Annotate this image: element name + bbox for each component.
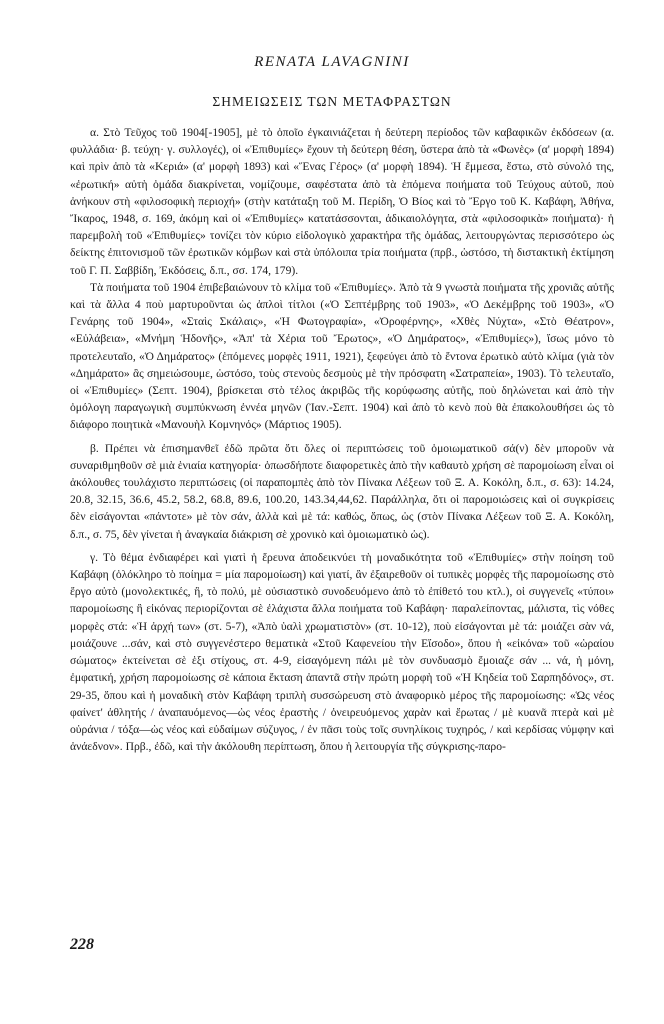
- section-title: ΣΗΜΕΙΩΣΕΙΣ ΤΩΝ ΜΕΤΑΦΡΑΣΤΩΝ: [212, 94, 452, 109]
- running-head: RENATA LAVAGNINI: [254, 54, 410, 70]
- paragraph-alpha: α. Στὸ Τεῦχος τοῦ 1904[-1905], μὲ τὸ ὁποῖο ἐγκαινιάζεται ἡ δεύτερη περίοδος τῶν καβαφικῶν ἐκδόσεων (α. φυλλάδια· β. τεύχη· γ. συλλογές), οἱ «Ἐπιθυμίες» ἔχουν τὴ δεύτερη θέση, ὕστερα ἀπὸ τὰ «Φωνὲς» (α' μορφὴ 1894) καὶ πρὶν ἀπὸ τὰ «Κεριά» (α' μορφὴ 1893) καὶ «Ἕνας Γέρος» (α' μορφὴ 1894). Ἡ ἔμμεσα, ἔστω, στὸ σύνολό της, «ἐρωτική» αὐτὴ ὁμάδα διακρίνεται, νομίζουμε, σαφέστατα ἀπὸ τὰ ἑπόμενα ποιήματα τοῦ Τεύχους αὐτοῦ, ποὺ ἀνήκουν στὴ «φιλοσοφικὴ περιοχή» (στὴν κατάταξη τοῦ Μ. Περίδη, Ὁ Βίος καὶ τὸ Ἔργο τοῦ Κ. Καβάφη, Ἀθήνα, Ἴκαρος, 1948, σ. 169, ἀκόμη καὶ οἱ «Ἐπιθυμίες» κατατάσσονται, ἀδικαιολόγητα, στὰ «φιλοσοφικὰ» ποιήματα)· ἡ παρεμβολὴ τοῦ «Ἐπιθυμίες» τονίζει τὸν κύριο εἰδολογικὸ χαρακτήρα τῆς ὁμάδας, λειτουργώντας περισσότερο ὡς δείκτης ἐπιτονισμοῦ τῶν ἐρωτικῶν κόμβων καὶ στὰ ὑπόλοιπα τρία ποιήματα (πρβ., ὡστόσο, τὴ διστακτικὴ ἐκτίμηση τοῦ Γ. Π. Σαββίδη, Ἐκδόσεις, δ.π., σσ. 174, 179).: [70, 126, 614, 277]
- paragraph-beta: β. Πρέπει νὰ ἐπισημανθεῖ ἐδῶ πρῶτα ὅτι ὅλες οἱ περιπτώσεις τοῦ ὁμοιωματικοῦ σά(ν) δὲν μποροῦν νὰ συναριθμηθοῦν σὲ μιὰ ἑνιαία κατηγορία· ὁπωσδήποτε διαφορετικὲς ἀπὸ τὴν καθαυτὸ χρήση σὲ παρομοίωση εἶναι οἱ ἀκόλουθες τουλάχιστο περιπτώσεις (οἱ παραπομπὲς ἀπὸ τὸν Πίνακα Λέξεων τοῦ Ξ. Α. Κοκόλη, δ.π., σ. 63): 14.24, 20.8, 32.15, 36.6, 45.2, 58.2, 68.8, 89.6, 100.20, 143.34,44,62. Παράλληλα, ὅτι οἱ παρομοιώσεις καὶ οἱ συγκρίσεις δὲν εἰσάγονται «πάντοτε» μὲ τὸν σάν, ἀλλὰ καὶ μὲ τά: καθώς, ὅπως, ὡς (στὸν Πίνακα Λέξεων τοῦ Ξ. Α. Κοκόλη, δ.π., σ. 75, δὲν γίνεται ἡ ἀναγκαία διάκριση σὲ χρονικὸ καὶ ὁμοιωματικὸ ὡς).: [70, 441, 614, 541]
- paragraph-alpha-continued: Τὰ ποιήματα τοῦ 1904 ἐπιβεβαιώνουν τὸ κλίμα τοῦ «Ἐπιθυμίες». Ἀπὸ τὰ 9 γνωστὰ ποιήματα τῆς χρονιᾶς αὐτῆς καὶ τὰ ἄλλα 4 ποὺ μαρτυροῦνται ὡς ἁπλοὶ τίτλοι («Ὁ Σεπτέμβρης τοῦ 1903», «Ὁ Δεκέμβρης τοῦ 1903», «Ὁ Γενάρης τοῦ 1904», «Σταὶς Σκάλαις», «Ἡ Φωτογραφία», «Ὀροφέρνης», «Χθὲς Νύχτα», «Στὸ Θέατρον», «Εὐλάβεια», «Μνήμη Ἡδονῆς», «Ἀπ' τὰ Χέρια τοῦ Ἔρωτος», «Ὁ Δημάρατος», «Ἐπιθυμίες»), ἴσως μόνο τὸ προτελευταῖο, «Ὁ Δημάρατος» (ἑπόμενες μορφὲς 1911, 1921), ξεφεύγει ἀπὸ τὸ ἔντονα ἐρωτικὸ αὐτὸ κλίμα (γιὰ τὸν «Δημάρατο» ἂς σημειώσουμε, ὡστόσο, τοὺς στενοὺς δεσμοὺς μὲ τὴν πρόσφατη «Σατραπεία», 1903). Τὸ τελευταῖο, οἱ «Ἐπιθυμίες» (Σεπτ. 1904), βρίσκεται στὸ τέλος ἀκριβῶς τῆς κορύφωσης αὐτῆς, ποὺ δηλώνεται καὶ ἀπὸ τὴν ὁμόλογη παραγωγικὴ συμπύκνωση ἐννέα μηνῶν (Ἰαν.-Σεπτ. 1904) καὶ ἀπὸ τὸ κενὸ ποὺ θὰ ἐπακολουθήσει ὡς τὸ διάφορο ποιητικὰ «Μανουὴλ Κομνηνός» (Μάρτιος 1905).: [70, 280, 614, 432]
- page-number: 228: [70, 936, 94, 953]
- paragraph-gamma: γ. Τὸ θέμα ἐνδιαφέρει καὶ γιατὶ ἡ ἔρευνα ἀποδεικνύει τὴ μοναδικότητα τοῦ «Ἐπιθυμίες» στὴν ποίηση τοῦ Καβάφη (ὁλόκληρο τὸ ποίημα = μία παρομοίωση) καὶ γιατί, ἂν ἐξαιρεθοῦν οἱ τυπικὲς μορφὲς τῆς παρομοίωσης στὸ ἔργο αὐτὸ (μονολεκτικές, ἢ, τὸ πολύ, μὲ οὐσιαστικὸ συνοδευόμενο ἀπὸ τὸ ἐπίθετό του κτλ.), οἱ συγγενεῖς «τύποι» παρομοίωσης ἢ εἰκόνας περιορίζονται σὲ ἐλάχιστα ἄλλα ποιήματα τοῦ Καβάφη· παραλείποντας, μάλιστα, τὶς νόθες μορφὲς στά: «Ἡ ἀρχή των» (στ. 5-7), «Ἀπὸ ὑαλὶ χρωματιστὸν» (στ. 10-12), ποὺ εἰσάγονται μὲ τά: μοιάζει σὰν νά, μοιάζουνε ...σάν, καὶ στὸ συγγενέστερο θεματικὰ «Στοῦ Καφενείου τὴν Εἴσοδο», ὅπου ἡ «εἰκόνα» τοῦ «ὡραίου σώματος» ἐκτείνεται σὲ ἑξι στίχους, στ. 4-9, εἰσαγόμενη πάλι μὲ τὸν συνδυασμὸ ἔμοιαζε σάν ... νά, ἡ μόνη, ἐμφατική, χρήση παρομοίωσης σὲ κάποια ἔκταση ἀπαντᾶ στὴν πρώτη μορφὴ τοῦ «Ἡ Κηδεία τοῦ Σαρπηδόνος», στ. 29-35, ὅπου καὶ ἡ μοναδικὴ στὸν Καβάφη τριπλὴ συσσώρευση στὸ ἀναφορικὸ μέρος τῆς παρομοίωσης: «Ὡς νέος φαίνετ' ἀθλητής / ἀναπαυόμενος—ὡς νέος ἐραστὴς / ὀνειρευόμενος χαρὰν καὶ ἔρωτας / μὲ κυανᾶ πτερὰ καὶ μὲ οὐράνια / τόξα—ὡς νέος καὶ εὐδαίμων σύζυγος, / ἐν πᾶσι τοὺς τοῖς συνηλίκοις τυχηρός, / καὶ κερδίσας νύμφην καὶ ἀνάεδνον». Πρβ., ἐδῶ, καὶ τὴν ἀκόλουθη περίπτωση, ὅπου ἡ λειτουργία τῆς σύγκρισης-παρο-: [70, 550, 614, 754]
- body-text: [70, 124, 614, 755]
